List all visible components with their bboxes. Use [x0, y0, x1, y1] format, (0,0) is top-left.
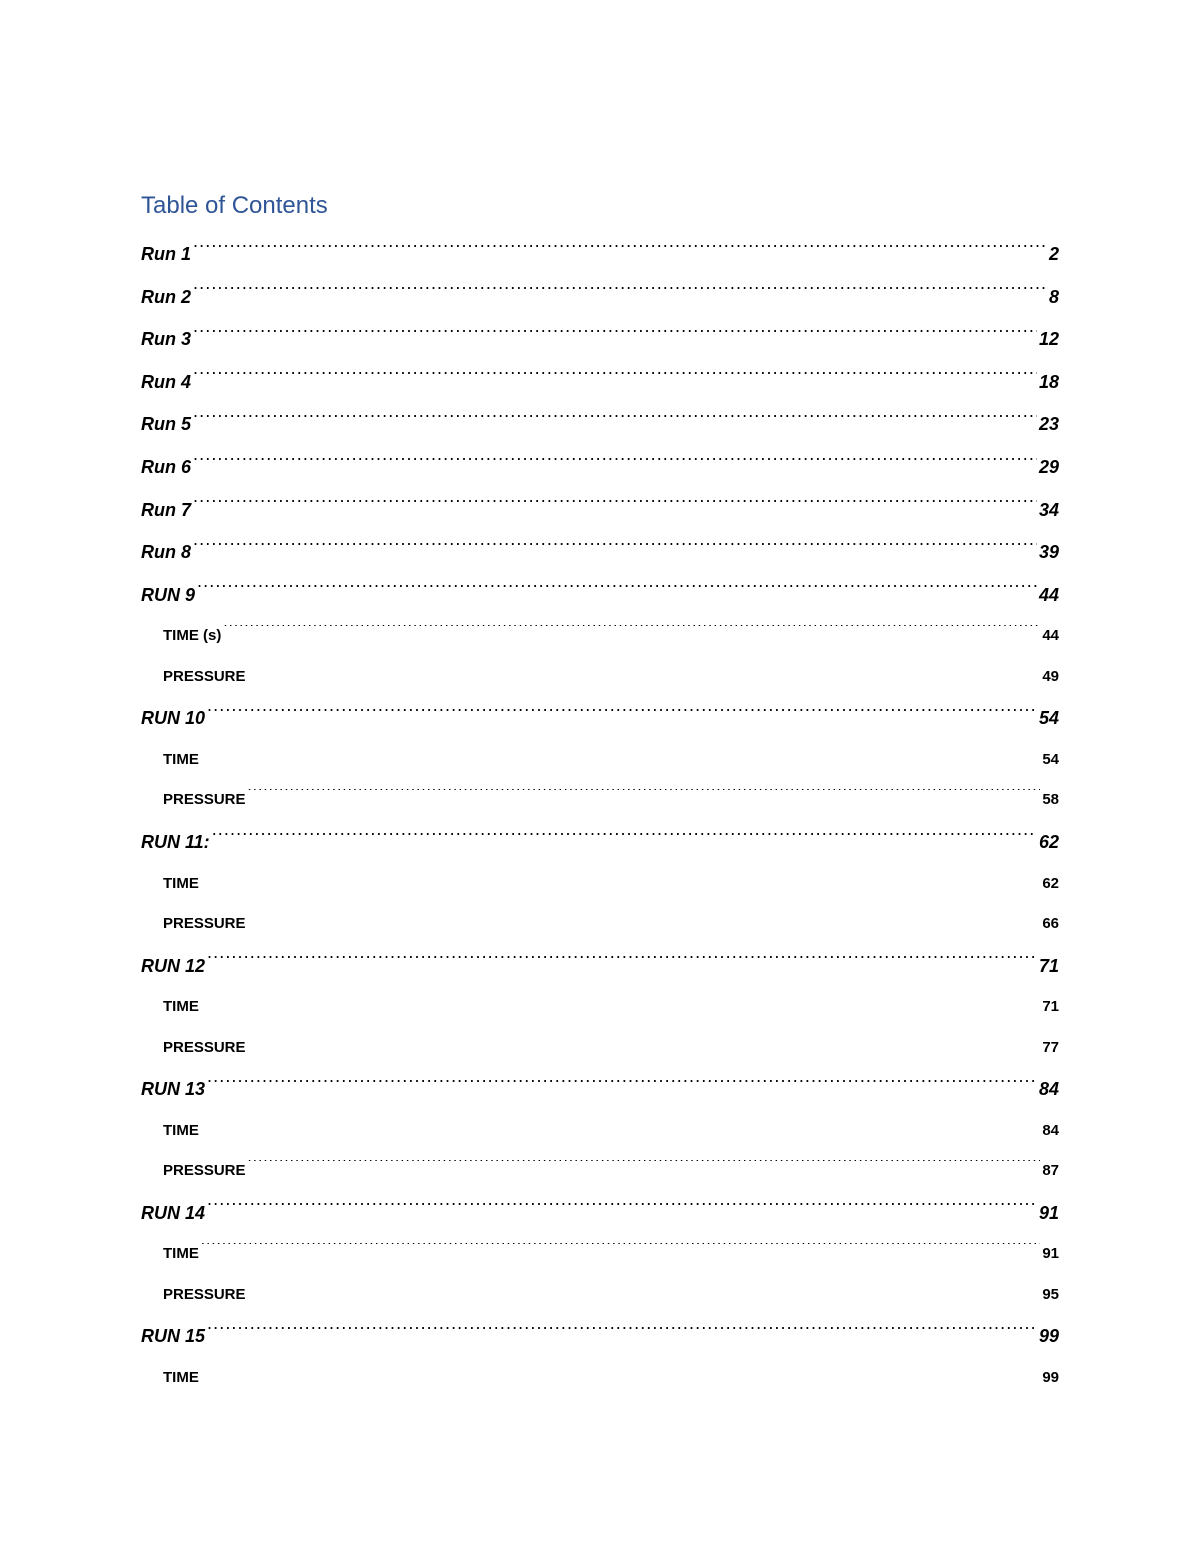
toc-entry[interactable]: [141, 233, 1059, 276]
toc-entry[interactable]: [141, 697, 1059, 740]
toc-page-number: 95: [1042, 1285, 1059, 1303]
toc-dot-leader: [207, 706, 1037, 724]
toc-page-number: 8: [1048, 286, 1059, 307]
toc-entry-label: Run 2: [141, 286, 192, 307]
toc-title: Table of Contents: [141, 192, 328, 219]
toc-entry-label: RUN 15: [141, 1326, 206, 1347]
toc-dot-leader: [193, 498, 1037, 516]
toc-entry-label: RUN 14: [141, 1202, 206, 1223]
toc-page-number: 29: [1038, 456, 1059, 477]
toc-entry-label: RUN 9: [141, 584, 196, 605]
toc-entry-label: RUN 11:: [141, 831, 210, 852]
toc-subentry[interactable]: [141, 657, 1059, 698]
toc-dot-leader: [193, 370, 1037, 388]
toc-entry[interactable]: [141, 531, 1059, 574]
toc-page-number: 62: [1038, 831, 1059, 852]
toc-dot-leader: [193, 285, 1047, 303]
toc-entry-label: TIME: [163, 998, 199, 1016]
toc-subentry[interactable]: [141, 1234, 1059, 1275]
toc-page-number: 91: [1042, 1245, 1059, 1263]
toc-entry-label: RUN 12: [141, 955, 206, 976]
toc-entry[interactable]: [141, 403, 1059, 446]
toc-page-number: 44: [1038, 584, 1059, 605]
toc-entry[interactable]: [141, 276, 1059, 319]
toc-entry-label: Run 5: [141, 414, 192, 435]
toc-page-number: 54: [1042, 750, 1059, 768]
toc-subentry[interactable]: [141, 1358, 1059, 1399]
toc-entry-label: Run 4: [141, 371, 192, 392]
toc-dot-leader: [197, 583, 1037, 601]
toc-subentry[interactable]: [141, 1151, 1059, 1192]
toc-entry[interactable]: [141, 446, 1059, 489]
toc-page-number: 58: [1042, 791, 1059, 809]
toc-entry[interactable]: [141, 1315, 1059, 1358]
toc-dot-leader: [207, 1077, 1037, 1095]
toc-dot-leader: [201, 1367, 1040, 1382]
toc-dot-leader: [248, 913, 1041, 928]
toc-entry-label: Run 7: [141, 499, 192, 520]
toc-entry-label: PRESSURE: [163, 1038, 246, 1056]
toc-dot-leader: [207, 1324, 1037, 1342]
toc-entry-label: TIME: [163, 874, 199, 892]
toc-entry[interactable]: [141, 489, 1059, 532]
toc-entry[interactable]: [141, 574, 1059, 617]
toc-dot-leader: [193, 242, 1047, 260]
toc-dot-leader: [201, 749, 1040, 764]
toc-list: [141, 233, 1059, 1398]
toc-page-number: 39: [1038, 542, 1059, 563]
toc-subentry[interactable]: [141, 1111, 1059, 1152]
toc-entry-label: PRESSURE: [163, 915, 246, 933]
toc-dot-leader: [248, 1160, 1041, 1175]
toc-page-number: 2: [1048, 244, 1059, 264]
toc-page-number: 66: [1042, 915, 1059, 933]
toc-dot-leader: [207, 954, 1037, 972]
toc-dot-leader: [248, 1284, 1041, 1299]
toc-entry-label: TIME: [163, 750, 199, 768]
toc-entry[interactable]: [141, 361, 1059, 404]
toc-page-number: 71: [1038, 955, 1059, 976]
toc-entry-label: TIME: [163, 1121, 199, 1139]
toc-page-number: 54: [1038, 708, 1059, 729]
toc-page-number: 49: [1042, 667, 1059, 685]
toc-entry-label: Run 8: [141, 542, 192, 563]
toc-page-number: 18: [1038, 371, 1059, 392]
toc-subentry[interactable]: [141, 616, 1059, 657]
toc-subentry[interactable]: [141, 1028, 1059, 1069]
toc-page-number: 34: [1038, 499, 1059, 520]
toc-entry[interactable]: [141, 945, 1059, 988]
toc-subentry[interactable]: [141, 1275, 1059, 1316]
toc-page-number: 23: [1038, 414, 1059, 435]
toc-entry[interactable]: [141, 1192, 1059, 1235]
toc-dot-leader: [201, 1243, 1040, 1258]
toc-entry-label: PRESSURE: [163, 1285, 246, 1303]
toc-entry-label: RUN 10: [141, 708, 206, 729]
toc-subentry[interactable]: [141, 864, 1059, 905]
toc-page-number: 91: [1038, 1202, 1059, 1223]
toc-entry[interactable]: [141, 318, 1059, 361]
toc-dot-leader: [201, 1120, 1040, 1135]
toc-dot-leader: [193, 412, 1037, 430]
toc-dot-leader: [193, 455, 1037, 473]
toc-entry-label: TIME: [163, 1245, 199, 1263]
toc-dot-leader: [212, 830, 1037, 848]
toc-dot-leader: [223, 625, 1040, 640]
toc-page-number: 77: [1042, 1038, 1059, 1056]
toc-page-number: 44: [1042, 627, 1059, 645]
toc-dot-leader: [193, 540, 1037, 558]
toc-entry-label: PRESSURE: [163, 791, 246, 809]
toc-page-number: 62: [1042, 874, 1059, 892]
toc-dot-leader: [201, 873, 1040, 888]
toc-page-number: 99: [1042, 1368, 1059, 1386]
toc-dot-leader: [248, 789, 1041, 804]
toc-page-number: 87: [1042, 1162, 1059, 1180]
toc-subentry[interactable]: [141, 987, 1059, 1028]
toc-dot-leader: [193, 327, 1037, 345]
toc-page-number: 71: [1042, 998, 1059, 1016]
toc-entry-label: PRESSURE: [163, 667, 246, 685]
toc-entry-label: TIME (s): [163, 627, 222, 645]
toc-dot-leader: [248, 666, 1041, 681]
toc-page-number: 99: [1038, 1326, 1059, 1347]
toc-page-number: 84: [1042, 1121, 1059, 1139]
toc-entry-label: TIME: [163, 1368, 199, 1386]
toc-entry-label: Run 6: [141, 456, 192, 477]
toc-entry-label: PRESSURE: [163, 1162, 246, 1180]
toc-page-number: 84: [1038, 1079, 1059, 1100]
toc-subentry[interactable]: [141, 904, 1059, 945]
toc-entry[interactable]: [141, 1068, 1059, 1111]
toc-entry-label: Run 3: [141, 329, 192, 350]
toc-dot-leader: [207, 1201, 1037, 1219]
toc-page-number: 12: [1038, 329, 1059, 350]
toc-entry-label: RUN 13: [141, 1079, 206, 1100]
toc-entry-label: Run 1: [141, 244, 192, 264]
toc-subentry[interactable]: [141, 780, 1059, 821]
toc-entry[interactable]: [141, 821, 1059, 864]
toc-dot-leader: [201, 996, 1040, 1011]
toc-subentry[interactable]: [141, 740, 1059, 781]
toc-dot-leader: [248, 1037, 1041, 1052]
